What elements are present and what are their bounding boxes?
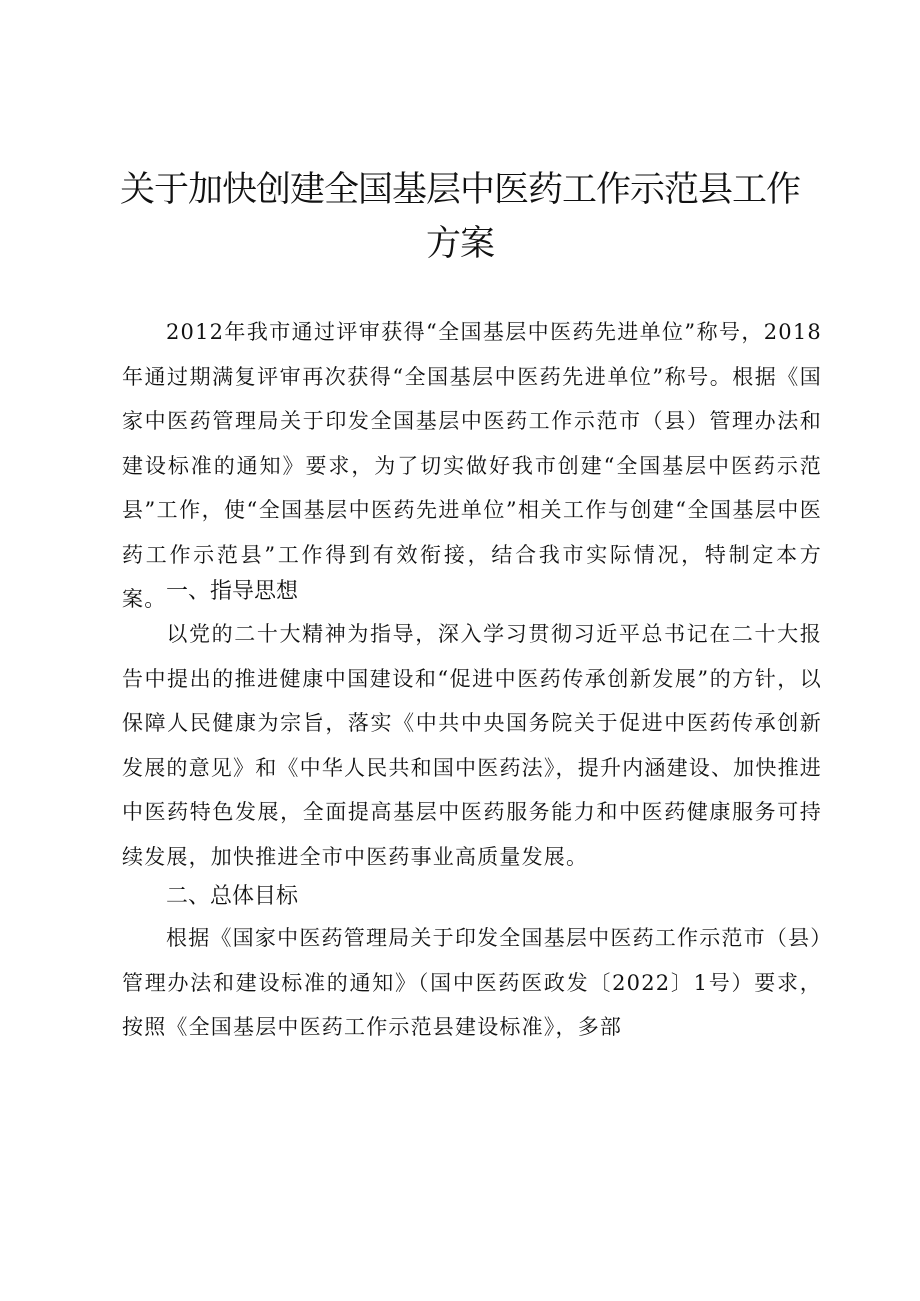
document-title-line-2: 方案 [425,224,494,264]
overall-goal-paragraph [122,916,822,1050]
intro-paragraph-text: 2012年我市通过评审获得“全国基层中医药先进单位”称号，2018年通过期满复评审再次获得“全国基层中医药先进单位”称号。根据《国家中医药管理局关于印发全国基层中医药工作示范市（县）管理办法和建设标准的通知》要求，为了切实做好我市创建“全国基层中医药示范县”工作，使“全国基层中医药先进单位”相关工作与创建“全国基层中医药工作示范县”工作得到有效衔接，结合我市实际情况，特制定本方案。 [122,320,822,611]
section-heading-overall-goal: 二、总体目标 [166,884,299,909]
overall-goal-paragraph-text: 根据《国家中医药管理局关于印发全国基层中医药工作示范市（县）管理办法和建设标准的通知》（国中医药医政发〔2022〕1号）要求，按照《全国基层中医药工作示范县建设标准》，多部 [122,926,822,1039]
intro-paragraph [122,310,822,622]
guiding-ideology-paragraph-text: 以党的二十大精神为指导，深入学习贯彻习近平总书记在二十大报告中提出的推进健康中国建设和“促进中医药传承创新发展”的方针，以保障人民健康为宗旨，落实《中共中央国务院关于促进中医药传承创新发展的意见》和《中华人民共和国中医药法》，提升内涵建设、加快推进中医药特色发展，全面提高基层中医药服务能力和中医药健康服务可持续发展，加快推进全市中医药事业高质量发展。 [122,622,822,869]
guiding-ideology-paragraph [122,612,822,879]
document-title-line-1: 关于加快创建全国基层中医药工作示范县工作 [119,170,800,210]
section-heading-guiding-ideology: 一、指导思想 [166,579,299,604]
